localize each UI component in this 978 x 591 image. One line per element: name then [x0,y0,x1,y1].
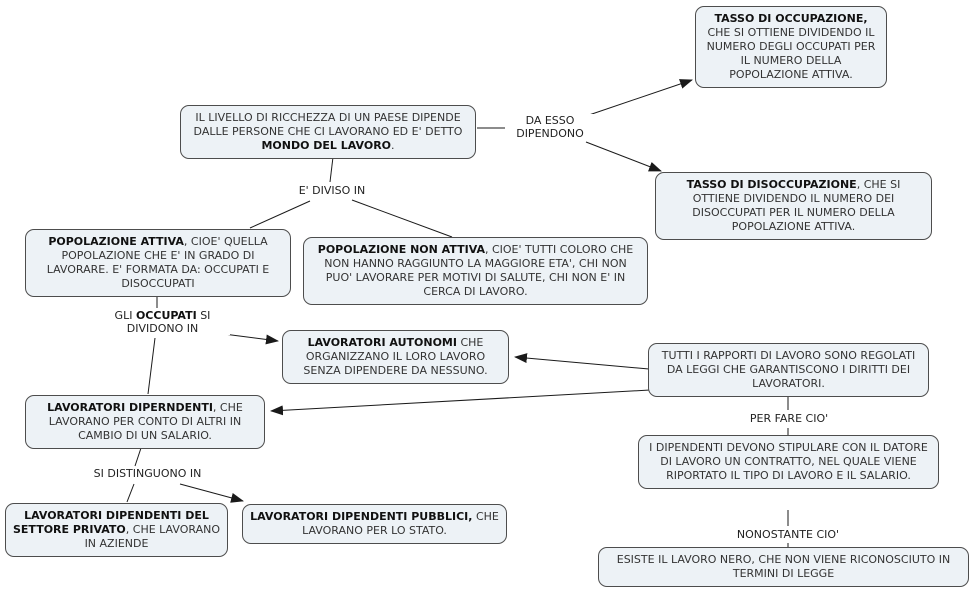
edge-label-si-distinguono-in: SI DISTINGUONO IN [75,467,220,480]
edge-label-text-bold: OCCUPATI [135,309,197,322]
node-text-bold: TASSO DI OCCUPAZIONE, [714,12,868,25]
connector-diviso-to-attiva [250,201,310,228]
node-text: , CIOE' QUELLA POPOLAZIONE CHE E' IN GRADO DI LAVORARE. E' FORMATA DA: OCCUPATI E DISOCCUPATI [46,235,270,290]
node-dipendenti-pubblici [242,504,507,544]
edge-label-da-esso-dipendono: DA ESSO DIPENDONO [505,114,595,140]
node-tasso-disoccupazione [655,172,932,240]
node-text: CHE LAVORANO PER LO STATO. [302,510,499,537]
connector-rapporti-to-autonomi [515,357,649,369]
node-settore-privato [5,503,228,557]
node-text: IL LIVELLO DI RICCHEZZA DI UN PAESE DIPENDE DALLE PERSONE CHE CI LAVORANO ED E' DETTO [193,111,463,138]
node-text: , CHE LAVORANO PER CONTO DI ALTRI IN CAMBIO DI UN SALARIO. [48,401,243,442]
node-text-bold: POPOLAZIONE NON ATTIVA [317,243,485,256]
node-text-bold: MONDO DEL LAVORO [261,139,392,152]
connector-mondo-to-diviso [330,157,333,182]
connector-rapporti-to-dipendenti [271,390,650,411]
node-text-bold: POPOLAZIONE ATTIVA [48,235,184,248]
node-lavoratori-dipendenti [25,395,265,449]
connector-distinguono-to-pubblici [180,484,243,501]
node-text: CHE SI OTTIENE DIVIDENDO IL NUMERO DEGLI OCCUPATI PER IL NUMERO DELLA POPOLAZIONE ATTIVA. [706,26,876,81]
node-text: TUTTI I RAPPORTI DI LAVORO SONO REGOLATI DA LEGGI CHE GARANTISCONO I DIRITTI DEI LAVORATORI. [661,349,916,390]
edge-label-nonostante-cio: NONOSTANTE CIO' [723,528,853,541]
node-text: , CHE SI OTTIENE DIVIDENDO IL NUMERO DEI DISOCCUPATI PER IL NUMERO DELLA POPOLAZIONE ATTIVA. [692,178,901,233]
edge-label-text: GLI [114,309,136,322]
edge-label-per-fare-cio: PER FARE CIO' [734,412,844,425]
edge-label-text: SI DIVIDONO IN [126,309,211,335]
connector-daesso-to-occupazione [589,80,692,115]
node-text: ESISTE IL LAVORO NERO, CHE NON VIENE RICONOSCIUTO IN TERMINI DI LEGGE [616,553,951,580]
node-text: , CHE LAVORANO IN AZIENDE [84,523,220,550]
node-tasso-occupazione [695,6,887,88]
connector-occupati-to-dipendenti [148,338,155,394]
connector-daesso-to-disoccupazione [586,142,661,171]
node-popolazione-attiva [25,229,291,297]
node-lavoro-nero [598,547,969,587]
edge-label-gli-occupati [95,309,230,335]
node-mondo-del-lavoro [180,105,476,159]
node-text: CHE ORGANIZZANO IL LORO LAVORO SENZA DIPENDERE DA NESSUNO. [303,336,488,377]
node-text: , CIOE' TUTTI COLORO CHE NON HANNO RAGGIUNTO LA MAGGIORE ETA', CHI NON PUO' LAVORARE PER MOTIVI DI SALUTE, CHI NON E' IN CERCA DI LAVORO. [324,243,634,298]
node-rapporti-di-lavoro [648,343,929,397]
node-text: . [391,139,395,152]
connector-dipendenti-to-distinguono [135,448,141,466]
node-text-bold: LAVORATORI DIPERNDENTI [47,401,213,414]
edge-label-e-diviso-in: E' DIVISO IN [277,184,387,197]
node-text-bold: TASSO DI DISOCCUPAZIONE [686,178,857,191]
node-lavoratori-autonomi [282,330,509,384]
node-text: I DIPENDENTI DEVONO STIPULARE CON IL DATORE DI LAVORO UN CONTRATTO, NEL QUALE VIENE RIPORTATO IL TIPO DI LAVORO E IL SALARIO. [649,441,928,482]
node-text-bold: LAVORATORI AUTONOMI [307,336,457,349]
node-popolazione-non-attiva [303,237,648,305]
node-text-bold: LAVORATORI DIPENDENTI PUBBLICI, [250,510,473,523]
node-text-bold: LAVORATORI DIPENDENTI DEL SETTORE PRIVATO [13,509,209,536]
connector-distinguono-to-privato [127,484,134,502]
connector-diviso-to-non-attiva [352,200,452,237]
node-contratto [638,435,939,489]
